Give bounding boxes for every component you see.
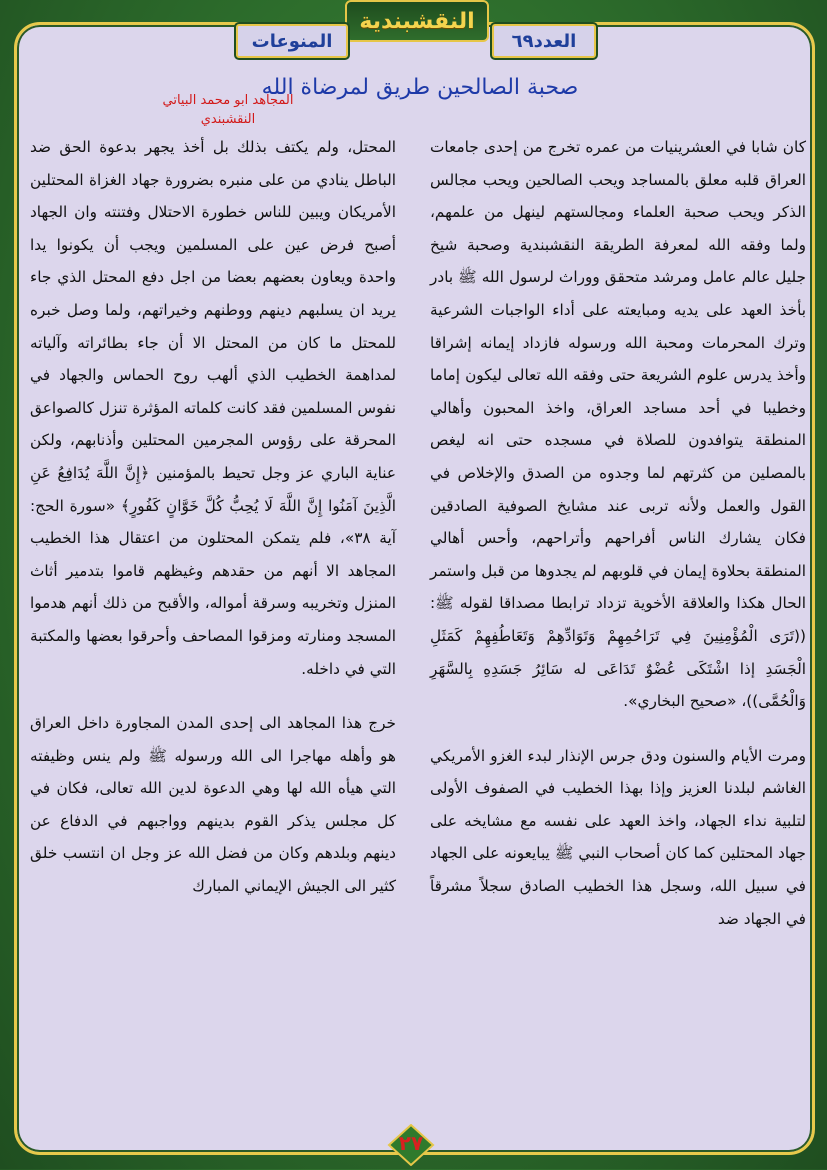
article-author bbox=[128, 91, 328, 129]
section-label: المنوعات bbox=[236, 24, 348, 58]
paragraph: المحتل، ولم يكتف بذلك بل أخذ يجهر بدعوة الحق ضد الباطل ينادي من على منبره بضرورة جهاد الغزاة المحتلين الأمريكان ويبين للناس خطورة الاحتلال وفتنته وان الجهاد أصبح فرض عين على المسلمين ويجب أن يكونوا يدا واحدة ويعاون بعضهم بعضا من اجل دفع المحتل الذي جاء يريد ان يسلبهم دينهم ووطنهم وخيراتهم، ولما وصل خبره للمحتل ما كان من المحتل الا أن جاء بطائراته وآلياته لمداهمة الخطيب الذي ألهب روح الحماس والجهاد في نفوس المسلمين فقد كانت كلماته المؤثرة تنزل كالصواعق المحرقة على رؤوس المجرمين المحتلين وأذنابهم، ولكن عناية الباري عز وجل تحيط بالمؤمنين ﴿إِنَّ اللَّهَ يُدَافِعُ عَنِ الَّذِينَ آمَنُوا إِنَّ اللَّهَ لَا يُحِبُّ كُلَّ خَوَّانٍ كَفُورٍ﴾ «سورة الحج: آية ٣٨»، فلم يتمكن المحتلون من اعتقال هذا الخطيب المجاهد الا أنهم من حقدهم وغيظهم قاموا بتدمير أثاث المنزل وتخريبه وسرقة أمواله، والأقبح من ذلك أنهم هدموا المسجد ومنارته ومزقوا المصاحف وأحرقوا بعضها والمكتبة التي في داخله. bbox=[30, 138, 396, 678]
author-name: المجاهد ابو محمد البياتي bbox=[162, 93, 294, 108]
page-number-badge bbox=[387, 1124, 435, 1166]
paragraph: خرج هذا المجاهد الى إحدى المدن المجاورة داخل العراق هو وأهله مهاجرا الى الله ورسوله ﷺ ولم ينس وظيفته التي هيأه الله لها وهي الدعوة لدين الله تعالى، فكان في كل مجلس يذكر القوم بدينهم وواجبهم في الدفاع عن دينهم وبلدهم وكان من فضل الله عز وجل ان انتسب خلق كثير الى الجيش الإيماني المبارك bbox=[30, 714, 396, 896]
right-column bbox=[430, 131, 806, 935]
left-column bbox=[30, 131, 396, 903]
article-title: صحبة الصالحين طريق لمرضاة الله bbox=[261, 75, 579, 100]
author-suffix: النقشبندي bbox=[200, 112, 256, 127]
issue-label: العدد٦٩ bbox=[492, 24, 596, 58]
page-number: ٢٧ bbox=[398, 1131, 424, 1155]
paragraph: ومرت الأيام والسنون ودق جرس الإنذار لبدء الغزو الأمريكي الغاشم لبلدنا العزيز وإذا بهذا الخطيب في الصفوف الأولى لتلبية نداء الجهاد، واخذ العهد على نفسه مع مشايخه على جهاد المحتلين كما كان أصحاب النبي ﷺ يبايعونه على الجهاد في سبيل الله، وسجل هذا الخطيب الصادق سجلاً مشرقاً في الجهاد ضد bbox=[430, 746, 806, 928]
magazine-logo: النقشبندية bbox=[345, 0, 489, 42]
paragraph: كان شابا في العشرينيات من عمره تخرج من إحدى جامعات العراق قلبه معلق بالمساجد ويحب الصالحين ويحب مجالس الذكر ويحب صحبة العلماء ومجالستهم لينهل من علمهم، ولما وفقه الله لمعرفة الطريقة النقشبندية وصحبة شيخ جليل عالم عامل ومرشد متحقق ووراث لرسول الله ﷺ بادر بأخذ العهد على يديه ومبايعته على أداء الواجبات الشرعية وترك المحرمات ومحبة الله ورسوله فازداد إيمانه إشراقا وأخذ يدرس علوم الشريعة حتى وفقه الله تعالى ليكون إماما وخطيبا في أحد مساجد العراق، واخذ المحبون وأهالي المنطقة يتوافدون للصلاة في مسجده حتى انه ليغص بالمصلين من كثرتهم لما وجدوه من الصدق والإخلاص في القول والعمل ولأنه تربى عند مشايخ الصوفية الصادقين فكان يشارك الناس أفراحهم وأتراحهم، وأحس أهالي المنطقة بحلاوة إيمان في قلوبهم لم يجدوها من قبل واستمر الحال هكذا والعلاقة الأخوية تزداد ترابطا مصداقا لقوله ﷺ: ((تَرَى الْمُؤْمِنِينَ فِي تَرَاحُمِهِمْ وَتَوَادِّهِمْ وَتَعَاطُفِهِمْ كَمَثَلِ الْجَسَدِ إذا اشْتَكَى عُضْوٌ تَدَاعَى له سَائِرُ جَسَدِهِ بِالسَّهَرِ وَالْحُمَّى))، «صحيح البخاري». bbox=[430, 138, 806, 711]
